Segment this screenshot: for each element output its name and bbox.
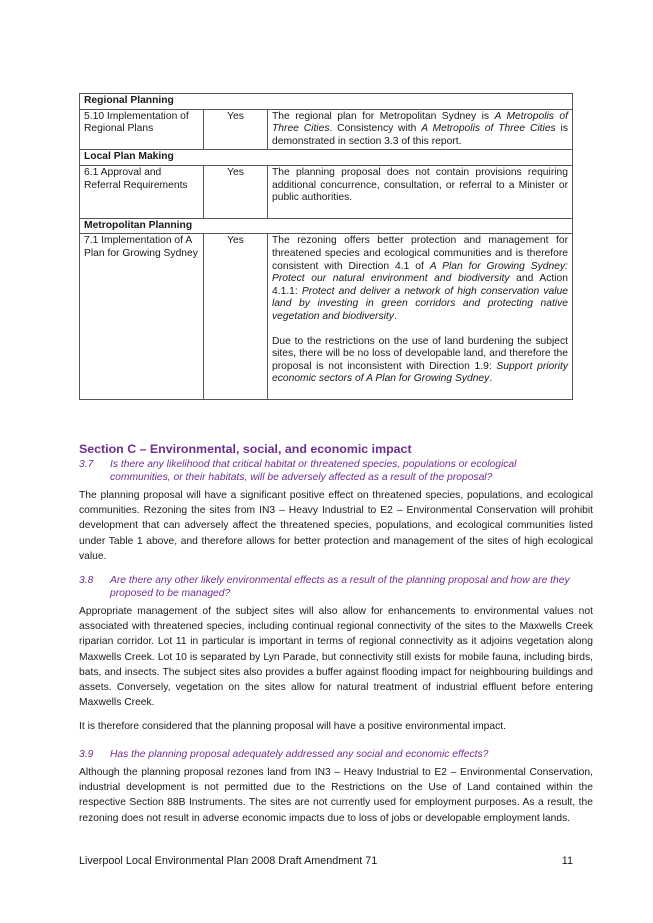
section-heading-regional-planning: Regional Planning: [80, 94, 573, 110]
direction-cell: 5.10 Implementation of Regional Plans: [80, 109, 204, 150]
table-row: [80, 234, 573, 400]
comment-cell: The rezoning offers better protection and management for threatened species and ecological communities and is therefore consistent with Direction 4.1 of A Plan for Growing Sydney: Protect our natural environment and biodiversity and Action 4.1.1: Protect and deliver a network of high conservation value land by investing in green corridors and protecting native vegetation and biodiversity. Due to the restrictions on the use of land burdening the subject sites, there will be no loss of developable land, and therefore the proposal is not inconsistent with Direction 1.9: Support priority economic sectors of A Plan for Growing Sydney.: [268, 234, 573, 400]
section-heading-metropolitan-planning: Metropolitan Planning: [80, 218, 573, 234]
table-section-row: [80, 150, 573, 166]
page-footer: [79, 855, 573, 867]
question-number: 3.7: [79, 459, 94, 470]
table-row: [80, 165, 573, 218]
question-3-8: [79, 574, 573, 600]
consistent-cell: Yes: [204, 165, 268, 218]
question-text: Has the planning proposal adequately addressed any social and economic effects?: [110, 749, 489, 760]
footer-title: Liverpool Local Environmental Plan 2008 Draft Amendment 71: [79, 855, 378, 867]
section-c-heading: Section C – Environmental, social, and economic impact: [79, 442, 412, 456]
consistent-cell: Yes: [204, 234, 268, 400]
table-row: [80, 109, 573, 150]
paragraph-3-9: Although the planning proposal rezones land from IN3 – Heavy Industrial to E2 – Environmental Conservation, industrial development is not permitted due to the Restrictions on the Use of Land contained within the respective Section 88B Instruments. The sites are not currently used for employment purposes. As a result, the rezoning does not result in adverse economic impacts due to loss of jobs or developable employment lands.: [79, 767, 593, 824]
direction-cell: 6.1 Approval and Referral Requirements: [80, 165, 204, 218]
consistency-table: [79, 93, 573, 400]
page-number: 11: [561, 855, 573, 867]
comment-cell: The planning proposal does not contain provisions requiring additional concurrence, consultation, or referral to a Minister or public authorities.: [268, 165, 573, 218]
paragraph-3-8b: It is therefore considered that the planning proposal will have a positive environmental impact.: [79, 721, 506, 732]
question-3-7: [79, 458, 573, 484]
direction-cell: 7.1 Implementation of A Plan for Growing Sydney: [80, 234, 204, 400]
question-3-9: [79, 748, 573, 761]
table-section-row: [80, 94, 573, 110]
question-text: Are there any other likely environmental effects as a result of the planning proposal and how are they proposed to be managed?: [110, 575, 570, 599]
question-number: 3.9: [79, 749, 94, 760]
consistent-cell: Yes: [204, 109, 268, 150]
question-text: Is there any likelihood that critical habitat or threatened species, populations or ecological communities, or their habitats, will be adversely affected as a result of the proposal?: [110, 459, 517, 483]
question-number: 3.8: [79, 575, 94, 586]
table-section-row: [80, 218, 573, 234]
paragraph-3-8a: Appropriate management of the subject sites will also allow for enhancements to environmental values not associated with threatened species, including continual regional connectivity of the sites to the Maxwells Creek riparian corridor. Lot 11 in particular is important in terms of regional connectivity as it adjoins vegetation along Maxwells Creek. Lot 10 is separated by Lyn Parade, but connectivity still exists for mobile fauna, including birds, bats, and insects. The subject sites also provides a buffer against flooding impact for neighbouring buildings and assets. Conversely, vegetation on the sites allow for natural treatment of industrial effluent before entering Maxwells Creek.: [79, 606, 593, 709]
paragraph-3-7: The planning proposal will have a significant positive effect on threatened species, populations, and ecological communities. Rezoning the sites from IN3 – Heavy Industrial to E2 – Environmental Conservation will prohibit development that can adversely affect the threatened species, populations, and ecological communities listed under Table 1 above, and therefore allows for better protection and management of the sites of high ecological value.: [79, 490, 593, 562]
comment-cell: The regional plan for Metropolitan Sydney is A Metropolis of Three Cities. Consistency with A Metropolis of Three Cities is demonstrated in section 3.3 of this report.: [268, 109, 573, 150]
section-heading-local-plan-making: Local Plan Making: [80, 150, 573, 166]
